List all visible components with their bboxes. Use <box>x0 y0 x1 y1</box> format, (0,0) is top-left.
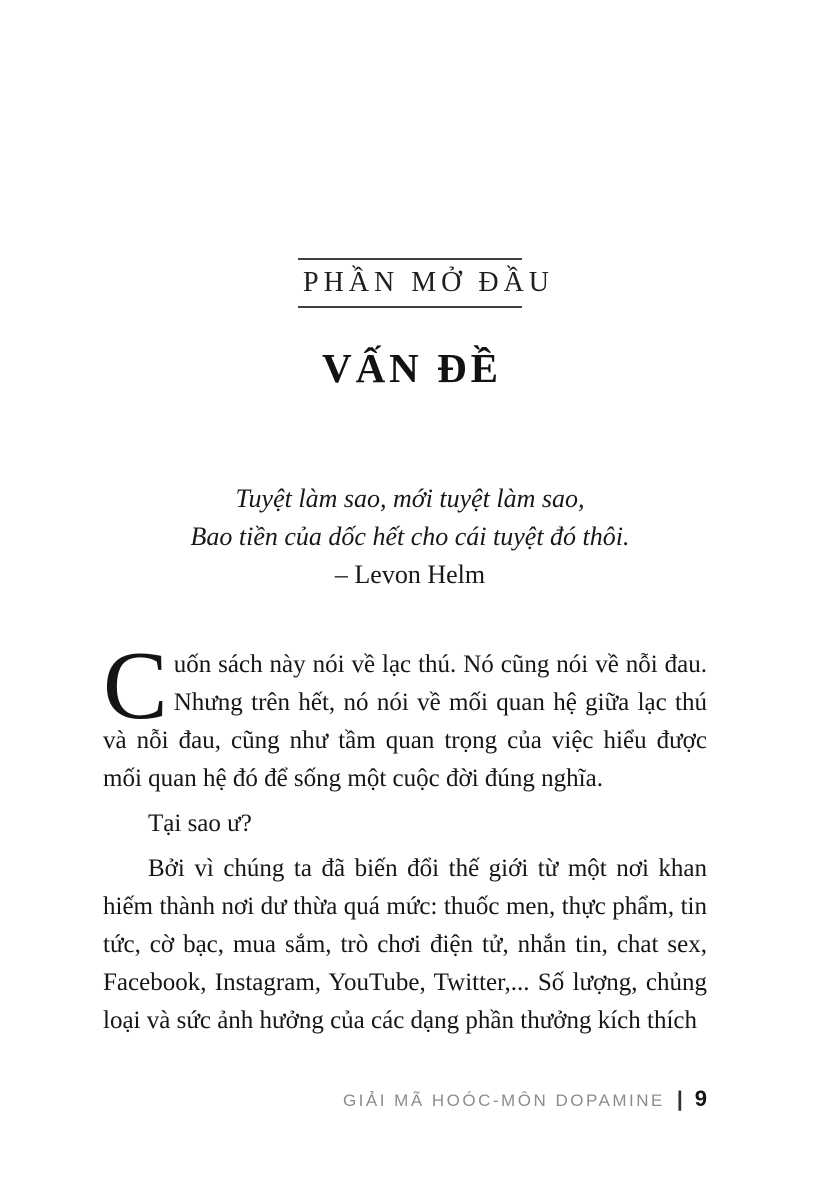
paragraph-opening <box>103 632 707 798</box>
epigraph-line-2: Bao tiền của dốc hết cho cái tuyệt đó thôi. <box>190 522 630 551</box>
chapter-title: VẤN ĐỀ <box>321 345 503 391</box>
epigraph-attribution: – Levon Helm <box>334 560 486 589</box>
paragraph-opening-text: uốn sách này nói về lạc thú. Nó cũng nói về nỗi đau. Nhưng trên hết, nó nói về mối quan hệ giữa lạc thú và nỗi đau, cũng như tầm quan trọng của việc hiểu được mối quan hệ đó để sống một cuộc đời đúng nghĩa. <box>103 651 707 792</box>
footer-divider-bar: | <box>676 1088 683 1111</box>
epigraph-line-1: Tuyệt làm sao, mới tuyệt làm sao, <box>235 484 585 513</box>
body-text <box>103 632 707 1040</box>
section-label-frame <box>298 258 555 308</box>
page-footer <box>343 1086 707 1112</box>
page-number: 9 <box>694 1086 707 1111</box>
drop-cap: C <box>103 632 168 739</box>
running-title: GIẢI MÃ HOÓC-MÔN DOPAMINE <box>342 1091 665 1110</box>
section-label: PHẦN MỞ ĐẦU <box>303 267 555 298</box>
epigraph <box>0 480 820 594</box>
paragraph-abundance: Bởi vì chúng ta đã biến đổi thế giới từ một nơi khan hiếm thành nơi dư thừa quá mức: thuốc men, thực phẩm, tin tức, cờ bạc, mua sắm, trò chơi điện tử, nhắn tin, chat sex, Facebook, Instagram, YouTube, Twitter,... Số lượng, chủng loại và sức ảnh hưởng của các dạng phần thưởng kích thích <box>103 855 707 1034</box>
paragraph-question: Tại sao ư? <box>148 810 252 837</box>
